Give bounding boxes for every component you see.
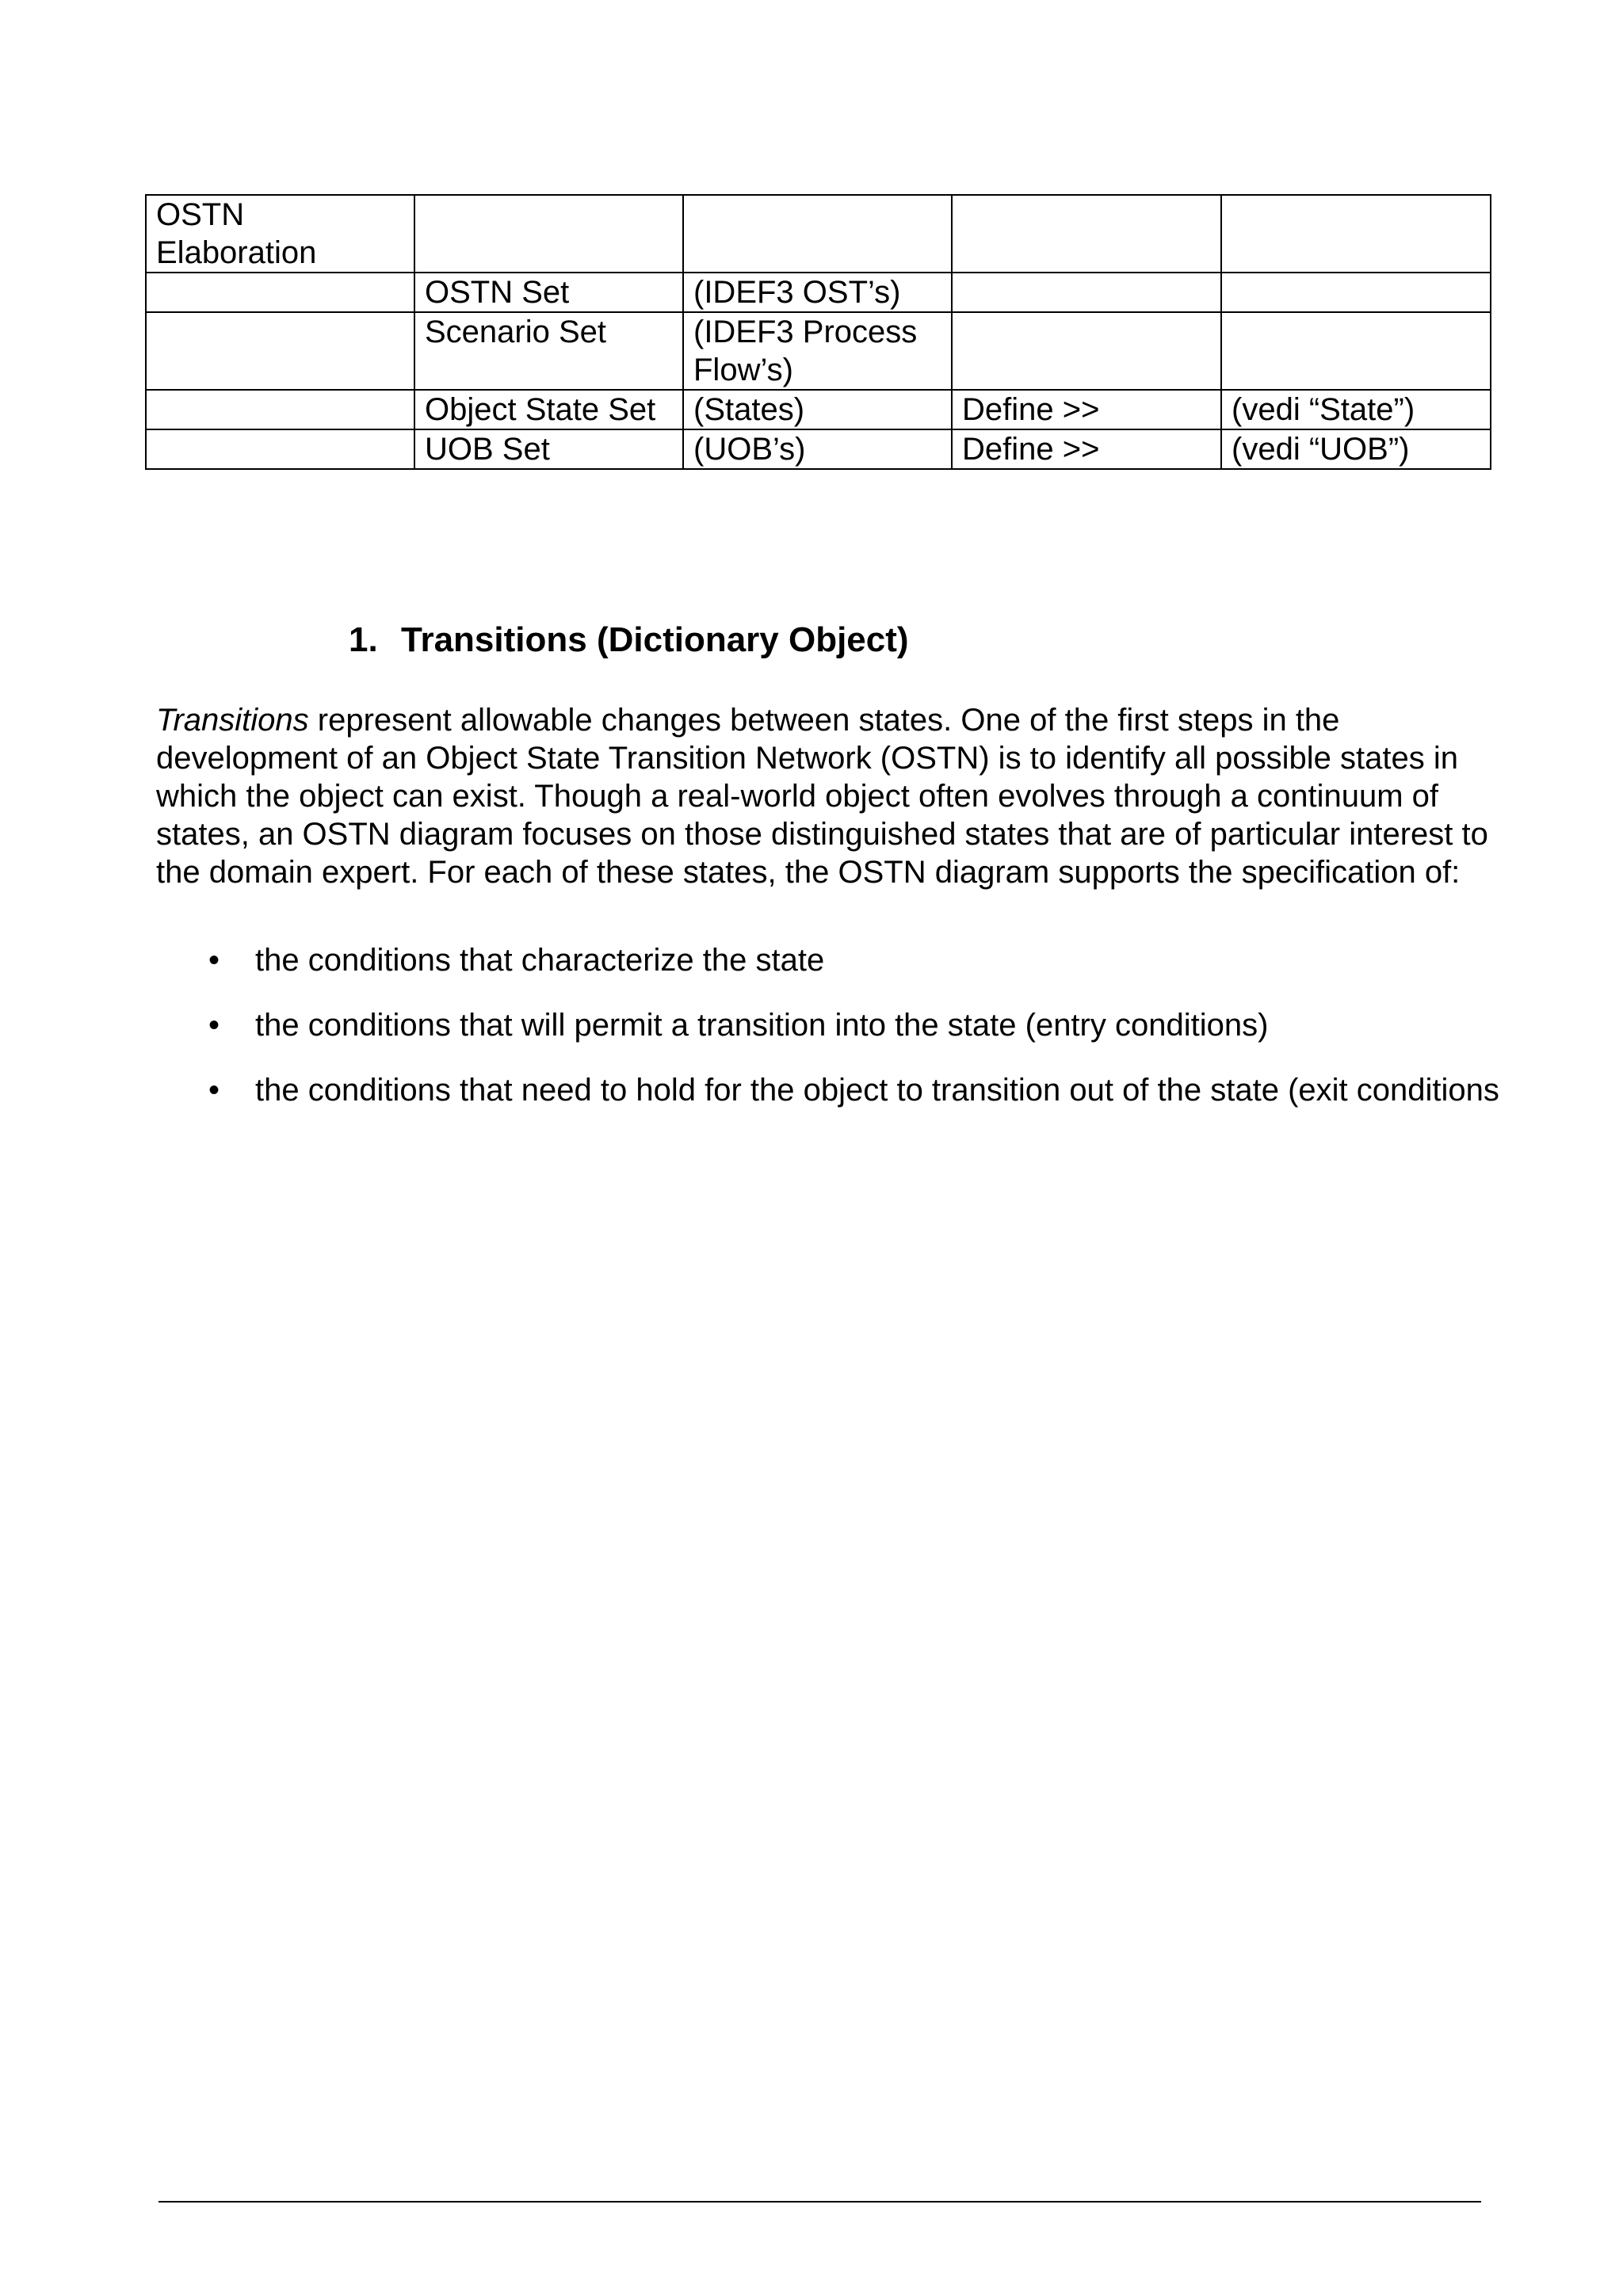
section-title: Transitions (Dictionary Object) xyxy=(401,620,909,659)
lead-term: Transitions xyxy=(156,703,309,738)
list-item-text: the conditions that will permit a transition into the state (entry conditions) xyxy=(255,1008,1269,1043)
table-cell xyxy=(683,195,952,273)
table-row xyxy=(146,390,1491,429)
table-cell: (vedi “UOB”) xyxy=(1221,429,1491,469)
section-number: 1. xyxy=(349,620,378,659)
bullet-list xyxy=(156,941,1503,1136)
bullet-marker: • xyxy=(208,943,220,978)
table-row xyxy=(146,312,1491,390)
table-cell: (vedi “State”) xyxy=(1221,390,1491,429)
table-cell xyxy=(1221,195,1491,273)
table-cell xyxy=(952,273,1221,312)
table-cell xyxy=(1221,312,1491,390)
table-cell: Define >> xyxy=(952,390,1221,429)
table-cell xyxy=(146,312,414,390)
list-item-text: the conditions that characterize the state xyxy=(255,943,825,978)
bullet-marker: • xyxy=(208,1073,220,1108)
table-cell: (IDEF3 Process Flow’s) xyxy=(683,312,952,390)
table-cell xyxy=(952,312,1221,390)
table-cell xyxy=(952,195,1221,273)
list-item xyxy=(156,941,1503,979)
table-cell xyxy=(146,429,414,469)
table-row xyxy=(146,429,1491,469)
section-heading xyxy=(349,618,909,662)
table-cell xyxy=(146,273,414,312)
table-cell xyxy=(146,390,414,429)
table-cell: OSTN Set xyxy=(414,273,683,312)
table-cell: UOB Set xyxy=(414,429,683,469)
bullet-marker: • xyxy=(208,1008,220,1043)
paragraph-text: represent allowable changes between states. One of the first steps in the development of an Object State Transition Network (OSTN) is to identify all possible states in which the object can exist. Though a real-world object often evolves through a continuum of states, an OSTN diagram focuses on those distinguished states that are of particular interest to the domain expert. For each of these states, the OSTN diagram supports the specification of: xyxy=(156,703,1488,890)
ostn-elaboration-table xyxy=(145,194,1491,470)
table-row xyxy=(146,273,1491,312)
table-cell xyxy=(1221,273,1491,312)
table-cell: Define >> xyxy=(952,429,1221,469)
body-paragraph xyxy=(156,701,1503,891)
table-cell: Object State Set xyxy=(414,390,683,429)
table-cell: (States) xyxy=(683,390,952,429)
table-cell: Scenario Set xyxy=(414,312,683,390)
table-cell: OSTN Elaboration xyxy=(146,195,414,273)
list-item xyxy=(156,1071,1503,1109)
footer-divider xyxy=(158,2201,1481,2203)
table-cell: (IDEF3 OST’s) xyxy=(683,273,952,312)
table-row xyxy=(146,195,1491,273)
list-item xyxy=(156,1006,1503,1044)
table-cell: (UOB’s) xyxy=(683,429,952,469)
list-item-text: the conditions that need to hold for the object to transition out of the state (exit conditions xyxy=(255,1073,1499,1108)
table-cell xyxy=(414,195,683,273)
